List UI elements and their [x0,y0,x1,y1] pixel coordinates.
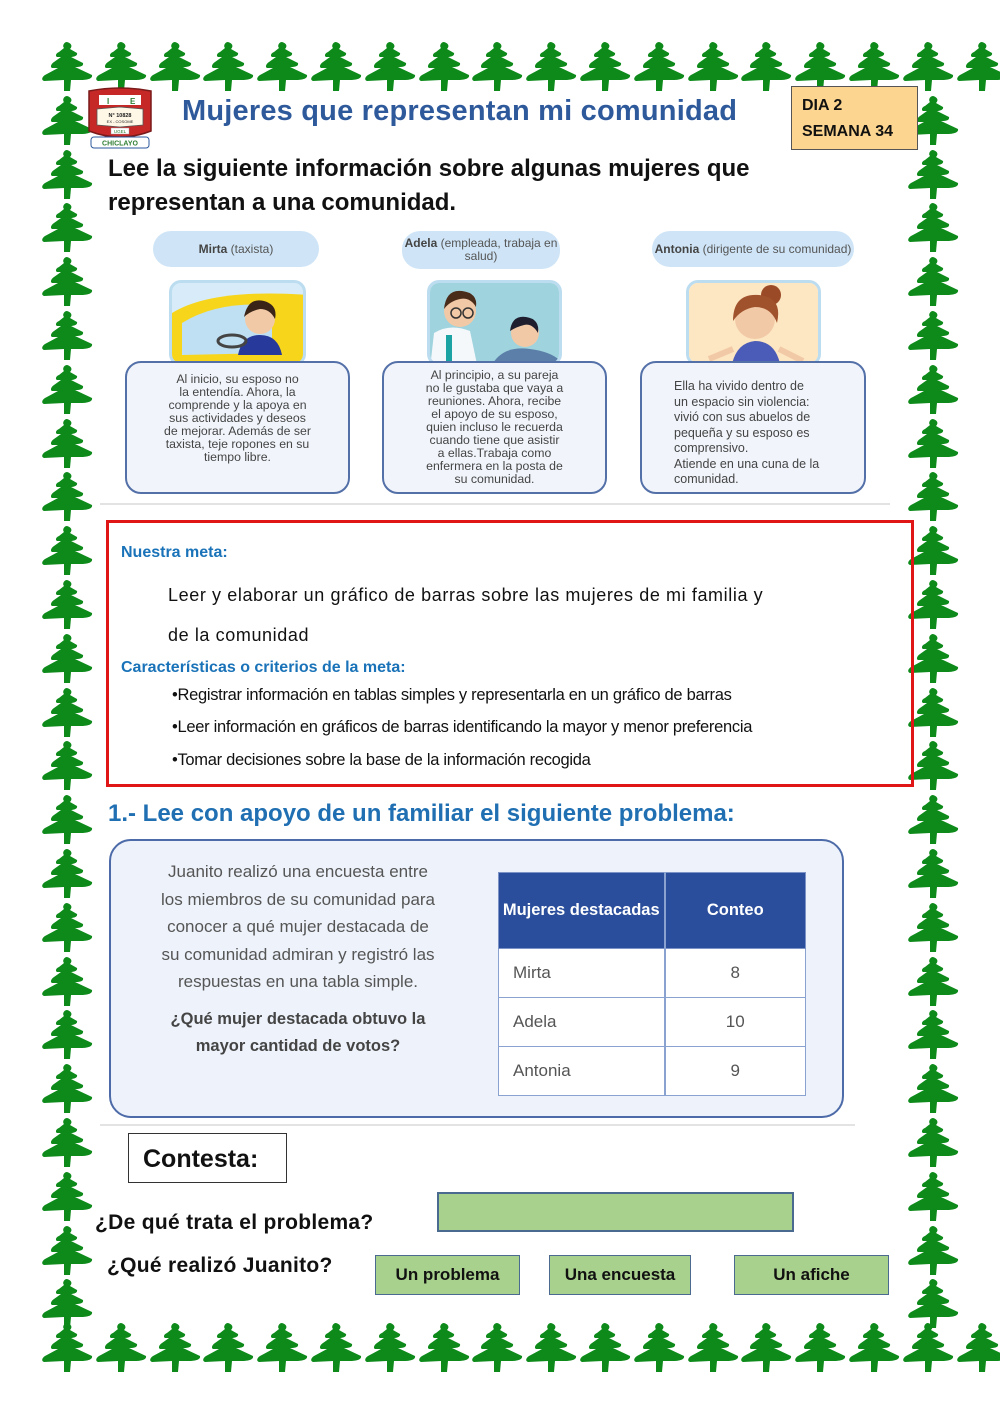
card-text-antonia: Ella ha vivido dentro de un espacio sin violencia: vivió con sus abuelos de pequeña y su esposo es comprensivo. Atiende en una cuna de la comunidad. [640,361,866,494]
tree-icon [40,1116,94,1168]
tree-icon [40,1008,94,1060]
tree-icon [40,201,94,253]
tree-icon [906,255,960,307]
card-title-adela: Adela (empleada, trabaja en salud) [402,231,560,269]
tree-icon [40,632,94,684]
tree-icon [906,686,960,738]
tree-icon [847,1321,901,1373]
svg-text:CHICLAYO: CHICLAYO [102,140,138,148]
card-title-antonia: Antonia (dirigente de su comunidad) [652,231,854,267]
tree-icon [40,363,94,415]
tree-icon [955,40,1000,92]
nurse-illustration [427,280,562,366]
tree-icon [40,847,94,899]
week-label: SEMANA 34 [802,123,893,140]
tree-icon [201,1321,255,1373]
tree-icon [906,847,960,899]
goal-text-line2: de la comunidad [168,625,310,645]
tree-icon [40,1170,94,1222]
tree-icon [686,40,740,92]
question-2-label: ¿Qué realizó Juanito? [107,1254,333,1277]
tree-icon [906,363,960,415]
tree-icon [578,40,632,92]
day-week-badge [791,86,918,150]
tree-icon [906,1062,960,1114]
tree-icon [309,1321,363,1373]
svg-text:EX - COSOME: EX - COSOME [106,119,134,124]
tree-icon [906,309,960,361]
votes-table [498,872,806,1096]
logo-letter-e: E [130,97,136,106]
tree-icon [309,40,363,92]
tree-icon [906,201,960,253]
svg-text:UGEL: UGEL [113,129,127,134]
tree-icon [417,1321,471,1373]
tree-icon [40,793,94,845]
cell-name: Adela [499,998,665,1047]
tree-icon [40,148,94,200]
option-un-afiche[interactable]: Un afiche [734,1255,889,1295]
tree-icon [906,1116,960,1168]
day-label: DIA 2 [802,97,843,114]
tree-icon [906,524,960,576]
tree-icon [94,40,148,92]
tree-icon [363,1321,417,1373]
table-row [499,1047,806,1096]
tree-icon [40,309,94,361]
tree-icon [40,524,94,576]
tree-icon [906,470,960,522]
tree-icon [470,40,524,92]
table-row [499,949,806,998]
header-count: Conteo [665,873,806,949]
tree-icon [524,40,578,92]
tree-icon [955,1321,1000,1373]
tree-icon [906,417,960,469]
tree-icon [906,148,960,200]
tree-icon [906,578,960,630]
tree-icon [201,40,255,92]
svg-text:N° 10828: N° 10828 [108,113,132,119]
tree-icon [255,40,309,92]
tree-icon [906,739,960,791]
tree-icon [40,1277,94,1329]
card-text-mirta: Al inicio, su esposo no la entendía. Ahora, la comprende y la apoya en sus actividades y deseos de mejorar. Además de ser taxista, teje ropones en su tiempo libre. [125,361,350,494]
option-un-problema[interactable]: Un problema [375,1255,520,1295]
criteria-item: •Leer información en gráficos de barras identificando la mayor y menor preferencia [172,718,753,736]
tree-icon [40,901,94,953]
tree-icon [94,1321,148,1373]
tree-icon [40,578,94,630]
goal-label: Nuestra meta: [121,544,228,561]
tree-icon [739,1321,793,1373]
community-leader-illustration [686,280,821,366]
tree-icon [906,1008,960,1060]
tree-icon [793,1321,847,1373]
contesta-label: Contesta: [128,1133,287,1183]
header-women: Mujeres destacadas [499,873,665,949]
tree-icon [148,1321,202,1373]
tree-icon [906,901,960,953]
section-divider [100,1124,855,1126]
card-title-mirta: Mirta (taxista) [153,231,319,267]
tree-icon [632,1321,686,1373]
tree-icon [148,40,202,92]
criteria-item: •Tomar decisiones sobre la base de la información recogida [172,751,591,769]
tree-icon [40,470,94,522]
tree-icon [632,40,686,92]
answer-drop-zone[interactable] [437,1192,794,1232]
tree-icon [739,40,793,92]
option-una-encuesta[interactable]: Una encuesta [549,1255,691,1295]
tree-icon [417,40,471,92]
cell-name: Mirta [499,949,665,998]
taxi-driver-illustration [169,280,306,366]
tree-icon [40,255,94,307]
tree-icon [40,739,94,791]
tree-icon [793,40,847,92]
tree-icon [906,1170,960,1222]
section-title-problem: 1.- Lee con apoyo de un familiar el siguiente problema: [108,800,735,827]
tree-icon [901,40,955,92]
tree-icon [906,793,960,845]
tree-icon [906,955,960,1007]
tree-icon [470,1321,524,1373]
tree-icon [40,40,94,92]
tree-icon [40,1224,94,1276]
tree-icon [906,1277,960,1329]
tree-icon [40,1062,94,1114]
goal-text-line1: Leer y elaborar un gráfico de barras sobre las mujeres de mi familia y [168,585,764,605]
cell-count: 9 [665,1047,806,1096]
problem-question: ¿Qué mujer destacada obtuvo la mayor cantidad de votos? [170,1010,426,1055]
problem-statement: Juanito realizó una encuesta entre los miembros de su comunidad para conocer a qué mujer destacada de su comunidad admiran y registró las respuestas en una tabla simple. [160,862,436,991]
intro-text: Lee la siguiente información sobre algunas mujeres que representan a una comunidad. [108,155,750,216]
criteria-item: •Registrar información en tablas simples y representarla en un gráfico de barras [172,686,732,704]
tree-icon [686,1321,740,1373]
tree-icon [906,632,960,684]
cell-name: Antonia [499,1047,665,1096]
tree-icon [578,1321,632,1373]
tree-icon [363,40,417,92]
logo-letter-i: I [107,97,110,106]
tree-icon [906,1224,960,1276]
tree-icon [255,1321,309,1373]
table-header-row [499,873,806,949]
school-logo [85,87,155,151]
tree-icon [40,686,94,738]
tree-icon [40,955,94,1007]
tree-icon [847,40,901,92]
section-divider [100,503,890,505]
card-text-adela: Al principio, a su pareja no le gustaba que vaya a reuniones. Ahora, recibe el apoyo de su esposo, quien incluso le recuerda cuando tiene que asistir a ellas.Trabaja como enfermera en la posta de su comunidad. [382,361,607,494]
table-row [499,998,806,1047]
question-1-label: ¿De qué trata el problema? [95,1211,374,1234]
criteria-label: Características o criterios de la meta: [121,659,406,676]
cell-count: 10 [665,998,806,1047]
cell-count: 8 [665,949,806,998]
tree-icon [40,417,94,469]
page-title: Mujeres que representan mi comunidad [182,95,738,127]
tree-icon [524,1321,578,1373]
